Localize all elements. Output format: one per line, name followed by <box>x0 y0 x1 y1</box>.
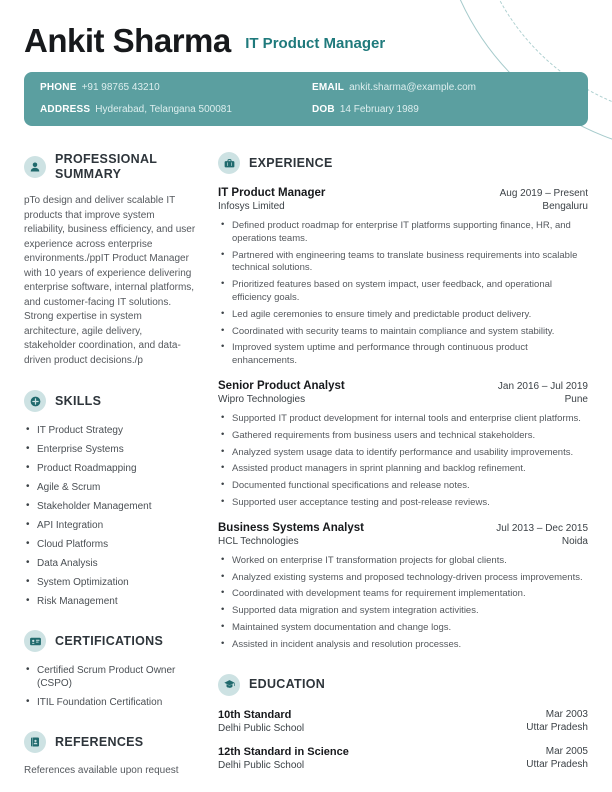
experience-title: EXPERIENCE <box>249 155 333 170</box>
job-bullet: • Led agile ceremonies to ensure timely and predictable product delivery. <box>218 309 588 322</box>
education-location: Uttar Pradesh <box>526 758 588 770</box>
job-bullet: • Supported data migration and system integration activities. <box>218 605 588 618</box>
phone-label: PHONE <box>40 82 77 93</box>
job-bullet: • Partnered with engineering teams to translate business requirements into scalable technical solutions. <box>218 250 588 276</box>
summary-title: PROFESSIONAL SUMMARY <box>55 152 157 181</box>
email-value: ankit.sharma@example.com <box>349 82 476 93</box>
job-bullet: • Maintained system documentation and change logs. <box>218 622 588 635</box>
skill-item: • Stakeholder Management <box>24 500 196 513</box>
education-entry <box>218 708 588 735</box>
job-bullet: • Coordinated with development teams for requirement implementation. <box>218 588 588 601</box>
summary-text: pTo design and deliver scalable IT products that improve system reliability, business efficiency, and user experience across enterprise environments./ppIT Product Manager with 10 years of experience delivering enterprise software, internal platforms, and customer-facing IT solutions. Strong expertise in system architecture, agile delivery, stakeholder coordination, and data-driven product decisions./p <box>24 195 196 366</box>
job-location: Pune <box>564 393 588 405</box>
skill-item: • Agile & Scrum <box>24 481 196 494</box>
contact-phone <box>40 81 300 94</box>
job-dates: Jan 2016 – Jul 2019 <box>497 380 588 392</box>
candidate-job-title: IT Product Manager <box>245 35 386 52</box>
skill-item: • Cloud Platforms <box>24 538 196 551</box>
section-references <box>24 731 196 776</box>
job-bullet: • Supported IT product development for internal tools and enterprise client platforms. <box>218 413 588 426</box>
job-company: HCL Technologies <box>218 535 299 547</box>
resume-header <box>0 0 612 60</box>
skill-item: • API Integration <box>24 519 196 532</box>
right-column <box>218 152 588 792</box>
section-experience <box>218 152 588 652</box>
job-company: Infosys Limited <box>218 201 285 212</box>
education-title: EDUCATION <box>249 677 326 692</box>
job-bullet: • Defined product roadmap for enterprise IT platforms supporting finance, HR, and operations teams. <box>218 220 588 246</box>
briefcase-icon <box>218 152 240 174</box>
certification-item: • Certified Scrum Product Owner (CSPO) <box>24 664 196 690</box>
job-company: Wipro Technologies <box>218 393 306 405</box>
dob-value: 14 February 1989 <box>339 104 419 115</box>
contact-email <box>312 81 572 94</box>
contact-banner <box>24 72 588 126</box>
education-entry <box>218 745 588 772</box>
job-bullet: • Prioritized features based on system impact, user feedback, and operational efficiency goals. <box>218 279 588 305</box>
id-badge-icon <box>24 630 46 652</box>
address-label: ADDRESS <box>40 104 91 115</box>
graduation-cap-icon <box>218 674 240 696</box>
education-school: Delhi Public School <box>218 759 305 771</box>
job-location: Bengaluru <box>542 201 588 212</box>
phone-value: +91 98765 43210 <box>81 82 160 93</box>
user-icon <box>24 156 46 178</box>
job-role: Senior Product Analyst <box>218 379 345 392</box>
job-bullet-list <box>218 555 588 652</box>
job-bullet: • Analyzed existing systems and proposed technology-driven process improvements. <box>218 572 588 585</box>
job-bullet: • Improved system uptime and performance through continuous product enhancements. <box>218 342 588 368</box>
education-degree: 12th Standard in Science <box>218 745 349 758</box>
job-bullet-list <box>218 413 588 510</box>
section-education <box>218 674 588 772</box>
education-degree: 10th Standard <box>218 708 292 721</box>
certification-item: • ITIL Foundation Certification <box>24 696 196 709</box>
job-bullet: • Coordinated with security teams to maintain compliance and system stability. <box>218 326 588 339</box>
job-dates: Aug 2019 – Present <box>499 188 588 199</box>
education-date: Mar 2003 <box>545 708 588 720</box>
job-location: Noida <box>561 535 588 547</box>
experience-job <box>218 186 588 368</box>
skill-item: • Enterprise Systems <box>24 443 196 456</box>
contact-address <box>40 103 300 116</box>
references-title: REFERENCES <box>55 734 144 749</box>
skill-item: • IT Product Strategy <box>24 424 196 437</box>
section-skills <box>24 390 196 608</box>
skills-title: SKILLS <box>55 393 102 408</box>
job-role: Business Systems Analyst <box>218 521 364 534</box>
job-bullet: • Assisted product managers in sprint planning and backlog refinement. <box>218 463 588 476</box>
job-dates: Jul 2013 – Dec 2015 <box>496 522 588 534</box>
skill-item: • System Optimization <box>24 576 196 589</box>
experience-job <box>218 379 588 510</box>
left-column <box>24 152 196 792</box>
job-role: IT Product Manager <box>218 187 326 199</box>
education-school: Delhi Public School <box>218 722 305 734</box>
job-bullet: • Documented functional specifications and release notes. <box>218 480 588 493</box>
job-bullet: • Supported user acceptance testing and post-release reviews. <box>218 497 588 510</box>
skill-item: • Data Analysis <box>24 557 196 570</box>
address-book-icon <box>24 731 46 753</box>
skills-list <box>24 424 196 608</box>
dob-label: DOB <box>312 104 335 115</box>
job-bullet-list <box>218 220 588 368</box>
job-bullet: • Worked on enterprise IT transformation projects for global clients. <box>218 555 588 568</box>
certifications-title: CERTIFICATIONS <box>55 633 164 648</box>
skill-item: • Risk Management <box>24 595 196 608</box>
education-location: Uttar Pradesh <box>526 721 588 733</box>
contact-dob <box>312 103 572 116</box>
section-professional-summary <box>24 152 196 368</box>
candidate-name: Ankit Sharma <box>24 22 231 59</box>
education-date: Mar 2005 <box>545 745 588 757</box>
job-bullet: • Analyzed system usage data to identify performance and usability improvements. <box>218 447 588 460</box>
job-bullet: • Assisted in incident analysis and resolution processes. <box>218 639 588 652</box>
job-bullet: • Gathered requirements from business users and technical stakeholders. <box>218 430 588 443</box>
skill-item: • Product Roadmapping <box>24 462 196 475</box>
target-icon <box>24 390 46 412</box>
address-value: Hyderabad, Telangana 500081 <box>95 104 232 115</box>
experience-job <box>218 521 588 652</box>
email-label: EMAIL <box>312 82 345 93</box>
section-certifications <box>24 630 196 709</box>
references-text: References available upon request <box>24 765 179 776</box>
certifications-list <box>24 664 196 709</box>
